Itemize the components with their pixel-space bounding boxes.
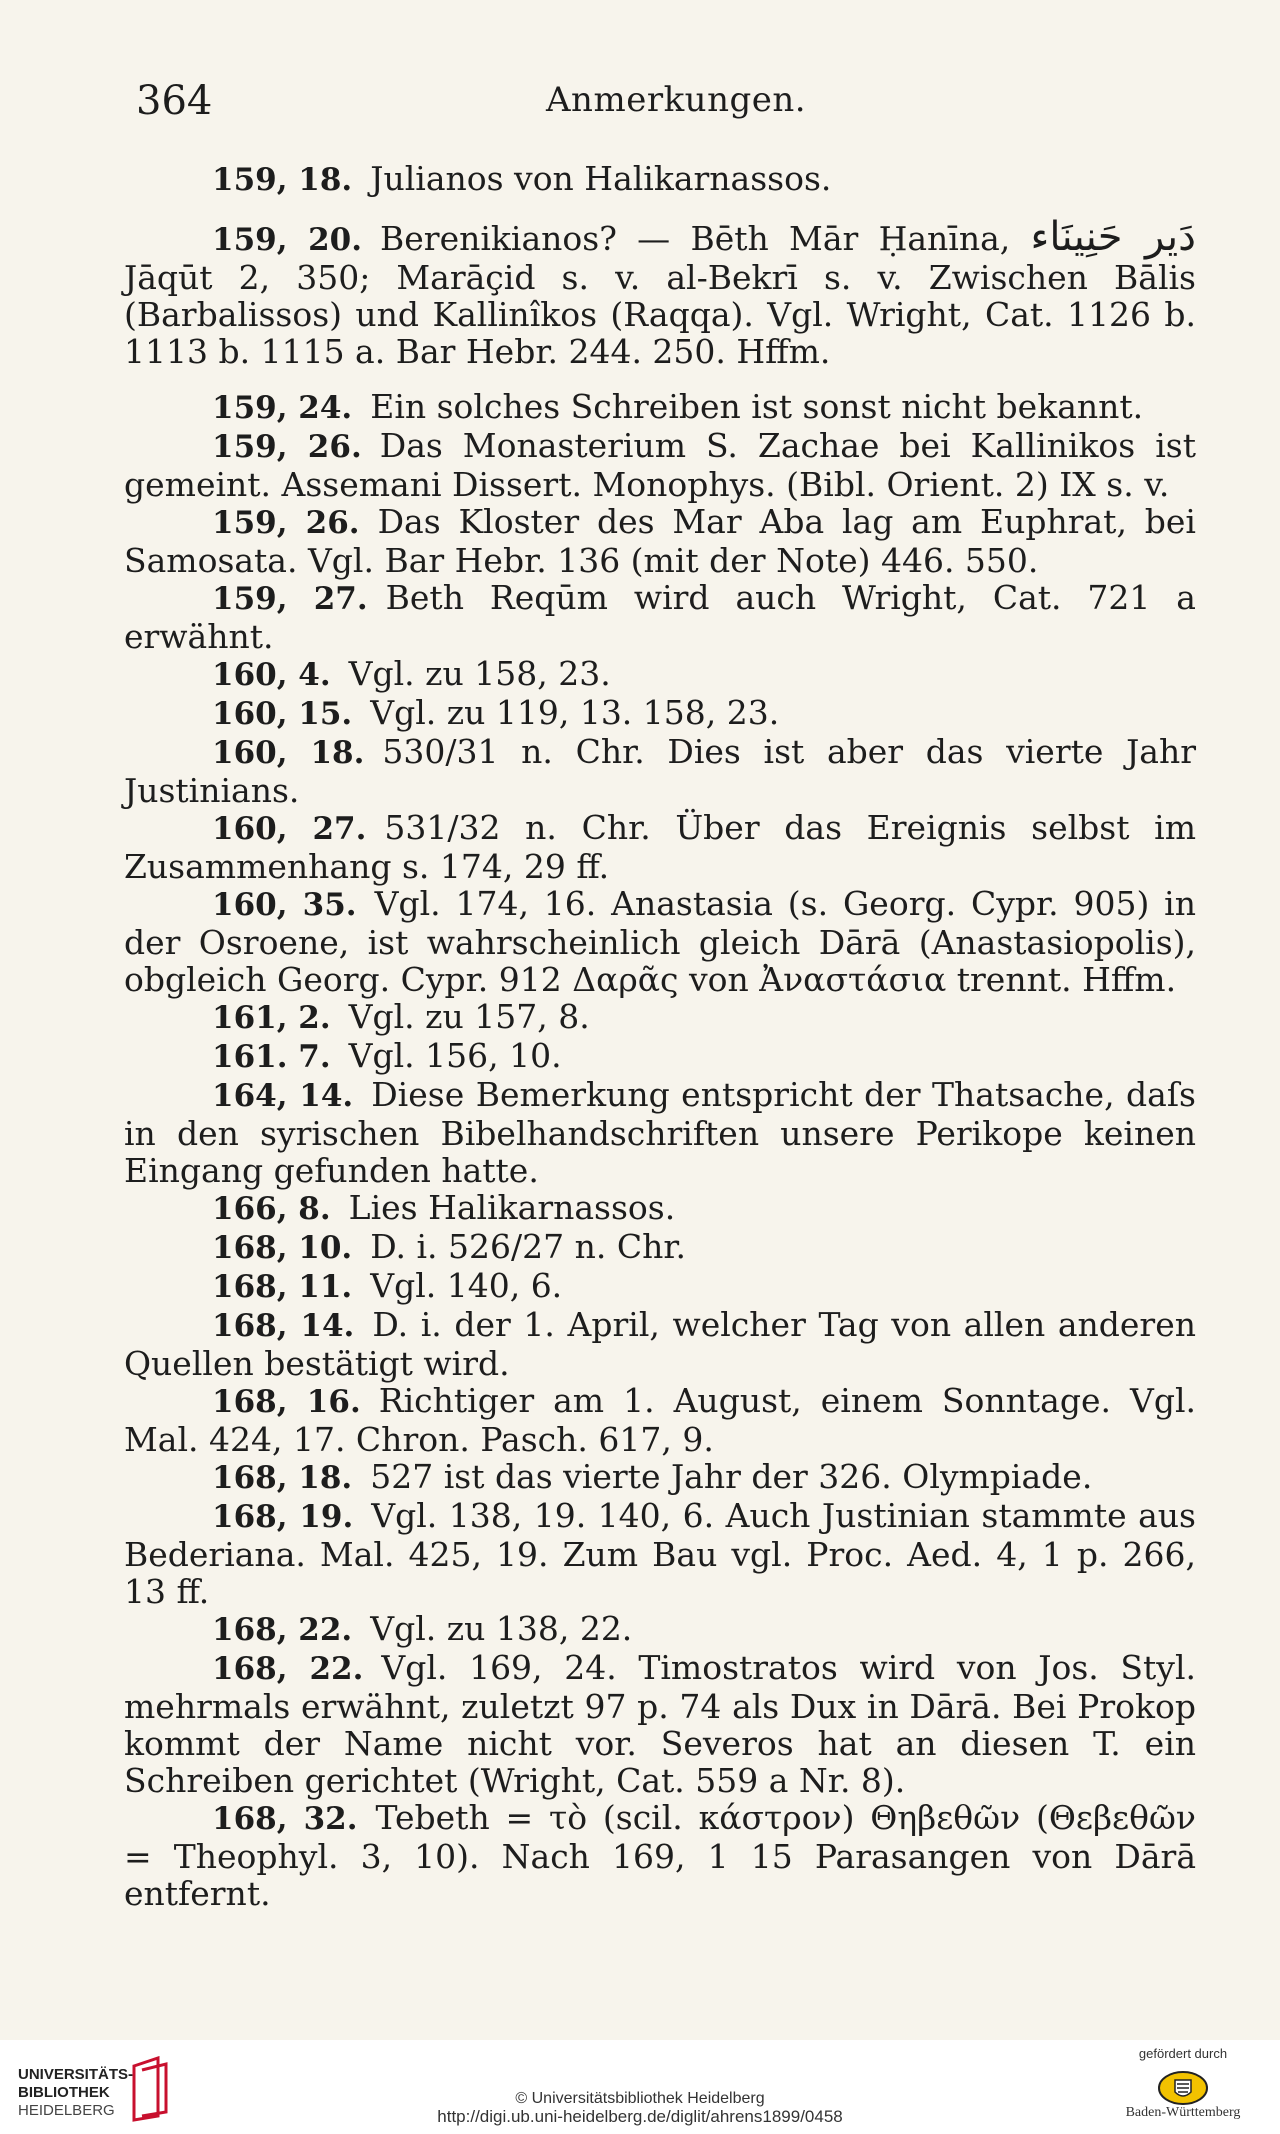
annotation-text: Berenikianos? — Bēth Mār Ḥanīna, <box>380 219 1031 258</box>
annotation-entry <box>124 160 1196 199</box>
annotation-reference: 161. 7. <box>212 1039 331 1075</box>
annotations-list <box>124 160 1196 1912</box>
funded-by-label: gefördert durch <box>1138 2046 1228 2061</box>
annotation-entry <box>124 1649 1196 1799</box>
annotation-text: 527 ist das vierte Jahr der 326. Olympiade. <box>370 1457 1093 1496</box>
annotation-entry <box>124 1497 1196 1610</box>
annotation-text-continued: Jāqūt 2, 350; Marāçid s. v. al-Bekrī s. v. Zwischen Bālis (Barbalissos) und Kallinîkos (Raqqa). Vgl. Wright, Cat. 1126 b. 1113 b. 1115 a. Bar Hebr. 244. 250. Hffm. <box>124 258 1196 371</box>
annotation-text: Richtiger am 1. August, einem Sonntage. Vgl. Mal. 424, 17. Chron. Pasch. 617, 9. <box>124 1381 1196 1459</box>
annotation-text: Vgl. 138, 19. 140, 6. Auch Justinian stammte aus Bederiana. Mal. 425, 19. Zum Bau vgl. Proc. Aed. 4, 1 p. 266, 13 ff. <box>124 1496 1196 1611</box>
annotation-text: Vgl. zu 157, 8. <box>348 997 590 1036</box>
state-name: Baden-Württemberg <box>1125 2105 1241 2120</box>
annotation-entry <box>124 998 1196 1037</box>
annotation-text: Vgl. 140, 6. <box>370 1266 563 1305</box>
annotation-entry <box>124 655 1196 694</box>
annotation-text: Vgl. 169, 24. Timostratos wird von Jos. Styl. mehrmals erwähnt, zuletzt 97 p. 74 als Dux in Dārā. Bei Prokop kommt der Name nicht vor. Severos hat an diesen T. ein Schreiben gerichtet (Wright, Cat. 559 a Nr. 8). <box>124 1648 1196 1800</box>
annotation-entry <box>124 1306 1196 1382</box>
annotation-entry <box>124 388 1196 427</box>
annotation-reference: 160, 4. <box>212 657 331 693</box>
copyright-notice <box>0 2090 1280 2126</box>
annotation-text: Vgl. zu 158, 23. <box>348 654 611 693</box>
annotation-reference: 159, 26. <box>212 505 360 541</box>
annotation-text: Das Kloster des Mar Aba lag am Euphrat, bei Samosata. Vgl. Bar Hebr. 136 (mit der Note) 446. 550. <box>124 502 1196 580</box>
state-crest-icon <box>1157 2070 1209 2106</box>
page-number: 364 <box>136 78 213 124</box>
annotation-entry <box>124 503 1196 579</box>
annotation-text: Julianos von Halikarnassos. <box>370 159 832 198</box>
viewer-footer <box>0 2040 1280 2134</box>
page-header <box>136 78 1192 138</box>
annotation-entry <box>124 1228 1196 1267</box>
annotation-text: Ein solches Schreiben ist sonst nicht bekannt. <box>370 387 1144 426</box>
annotation-entry <box>124 1799 1196 1912</box>
annotation-entry <box>124 1189 1196 1228</box>
annotation-reference: 168, 22. <box>212 1612 353 1648</box>
annotation-text: Lies Halikarnassos. <box>348 1188 676 1227</box>
annotation-text: Vgl. zu 138, 22. <box>370 1609 633 1648</box>
annotation-entry <box>124 1267 1196 1306</box>
annotation-text: D. i. 526/27 n. Chr. <box>370 1227 686 1266</box>
annotation-text: Vgl. zu 119, 13. 158, 23. <box>370 693 780 732</box>
annotation-reference: 168, 11. <box>212 1269 353 1305</box>
annotation-entry <box>124 1037 1196 1076</box>
annotation-reference: 159, 27. <box>212 581 368 617</box>
annotation-reference: 159, 26. <box>212 429 362 465</box>
annotation-entry <box>124 1076 1196 1189</box>
annotation-reference: 168, 14. <box>212 1308 355 1344</box>
annotation-reference: 160, 18. <box>212 735 365 771</box>
annotation-text: Beth Reqūm wird auch Wright, Cat. 721 a erwähnt. <box>124 578 1196 656</box>
annotation-reference: 166, 8. <box>212 1191 331 1227</box>
library-name-line1: UNIVERSITÄTS- <box>18 2066 134 2083</box>
annotation-reference: 168, 18. <box>212 1460 353 1496</box>
annotation-entry <box>124 579 1196 655</box>
annotation-reference: 168, 32. <box>212 1801 358 1837</box>
annotation-entry <box>124 885 1196 998</box>
copyright-text: © Universitätsbibliothek Heidelberg <box>515 2090 765 2107</box>
annotation-reference: 164, 14. <box>212 1078 354 1114</box>
library-name-line2: BIBLIOTHEK <box>18 2084 110 2101</box>
annotation-reference: 168, 10. <box>212 1230 353 1266</box>
permalink[interactable]: http://digi.ub.uni-heidelberg.de/diglit/ahrens1899/0458 <box>437 2107 843 2126</box>
annotation-entry <box>124 214 1196 371</box>
library-name-line3: HEIDELBERG <box>18 2102 115 2119</box>
annotation-text: D. i. der 1. April, welcher Tag von allen anderen Quellen bestätigt wird. <box>124 1305 1196 1383</box>
annotation-entry <box>124 733 1196 809</box>
annotation-entry <box>124 1458 1196 1497</box>
annotation-entry <box>124 809 1196 885</box>
annotation-text: Vgl. 156, 10. <box>348 1036 562 1075</box>
annotation-text: Diese Bemerkung entspricht der Thatsache, daſs in den syrischen Bibelhandschriften unsere Perikope keinen Eingang gefunden hatte. <box>124 1075 1196 1190</box>
annotation-reference: 159, 18. <box>212 162 353 198</box>
annotation-text: 531/32 n. Chr. Über das Ereignis selbst im Zusammenhang s. 174, 29 ff. <box>124 808 1196 886</box>
annotation-text: Tebeth = τὸ (scil. κάστρον) Θηβεθῶν (Θεβεθῶν = Theophyl. 3, 10). Nach 169, 1 15 Parasangen von Dārā entfernt. <box>124 1798 1196 1913</box>
annotation-entry <box>124 1382 1196 1458</box>
annotation-reference: 168, 22. <box>212 1651 364 1687</box>
annotation-entry <box>124 694 1196 733</box>
annotation-reference: 159, 20. <box>212 222 363 258</box>
annotation-text: Das Monasterium S. Zachae bei Kallinikos ist gemeint. Assemani Dissert. Monophys. (Bibl. Orient. 2) IX s. v. <box>124 426 1196 504</box>
annotation-text: Vgl. 174, 16. Anastasia (s. Georg. Cypr. 905) in der Osroene, ist wahrscheinlich gleich Dārā (Anastasiopolis), obgleich Georg. Cypr. 912 Δαρᾶς von Ἀναστάσια trennt. Hffm. <box>124 884 1196 999</box>
annotation-text: 530/31 n. Chr. Dies ist aber das vierte Jahr Justinians. <box>124 732 1196 810</box>
annotation-entry <box>124 1610 1196 1649</box>
annotation-reference: 168, 19. <box>212 1499 354 1535</box>
annotation-reference: 159, 24. <box>212 390 353 426</box>
annotation-reference: 168, 16. <box>212 1384 361 1420</box>
annotation-entry <box>124 427 1196 503</box>
annotation-reference: 160, 27. <box>212 811 367 847</box>
annotation-reference: 161, 2. <box>212 1000 331 1036</box>
funding-note <box>1108 2046 1258 2121</box>
annotation-reference: 160, 35. <box>212 887 357 923</box>
arabic-place-name: دَير حَنِينَاء <box>1030 214 1196 260</box>
annotation-reference: 160, 15. <box>212 696 353 732</box>
running-head: Anmerkungen. <box>546 80 807 120</box>
